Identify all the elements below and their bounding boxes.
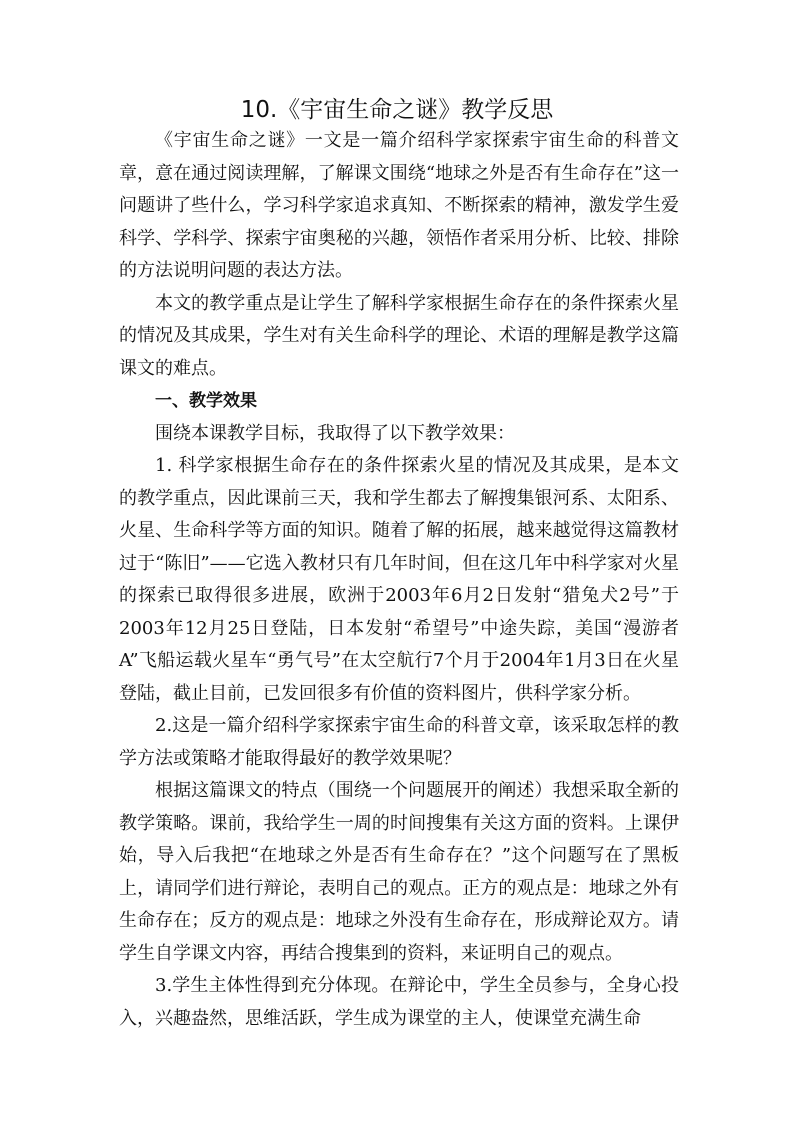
- intro-paragraph: 《宇宙生命之谜》一文是一篇介绍科学家探索宇宙生命的科普文章，意在通过阅读理解，了解课文围绕“地球之外是否有生命存在”这一问题讲了些什么，学习科学家追求真知、不断探索的精神，激发学生爱科学、学科学、探索宇宙奥秘的兴趣，领悟作者采用分析、比较、排除的方法说明问题的表达方法。: [119, 130, 679, 281]
- strategy-paragraph: 根据这篇课文的特点（围绕一个问题展开的阐述）我想采取全新的教学策略。课前，我给学生一周的时间搜集有关这方面的资料。上课伊始，导入后我把“在地球之外是否有生命存在？”这个问题写在了黑板上，请同学们进行辩论，表明自己的观点。正方的观点是：地球之外有生命存在；反方的观点是：地球之外没有生命存在，形成辩论双方。请学生自学课文内容，再结合搜集到的资料，来证明自己的观点。: [119, 780, 679, 964]
- point-1-paragraph: 1. 科学家根据生命存在的条件探索火星的情况及其成果，是本文的教学重点，因此课前三天，我和学生都去了解搜集银河系、太阳系、火星、生命科学等方面的知识。随着了解的拓展，越来越觉得这篇教材过于“陈旧”——它选入教材只有几年时间，但在这几年中科学家对火星的探索已取得很多进展，欧洲于2003年6月2日发射“猎兔犬2号”于2003年12月25日登陆，日本发射“希望号”中途失踪，美国“漫游者A”飞船运载火星车“勇气号”在太空航行7个月于2004年1月3日在火星登陆，截止目前，已发回很多有价值的资料图片，供科学家分析。: [119, 455, 679, 704]
- focus-paragraph: 本文的教学重点是让学生了解科学家根据生命存在的条件探索火星的情况及其成果，学生对有关生命科学的理论、术语的理解是教学这篇课文的难点。: [119, 292, 679, 379]
- point-2-paragraph: 2.这是一篇介绍科学家探索宇宙生命的科普文章，该采取怎样的教学方法或策略才能取得最好的教学效果呢？: [119, 715, 679, 769]
- document-body: [119, 125, 679, 1035]
- section-intro-paragraph: 围绕本课教学目标，我取得了以下教学效果：: [155, 422, 515, 444]
- point-3-paragraph: 3.学生主体性得到充分体现。在辩论中，学生全员参与，全身心投入，兴趣盎然，思维活跃，学生成为课堂的主人，使课堂充满生命: [119, 975, 679, 1029]
- section-heading-teaching-effect: 一、教学效果: [155, 391, 257, 411]
- document-title: 10.《宇宙生命之谜》教学反思: [240, 97, 554, 123]
